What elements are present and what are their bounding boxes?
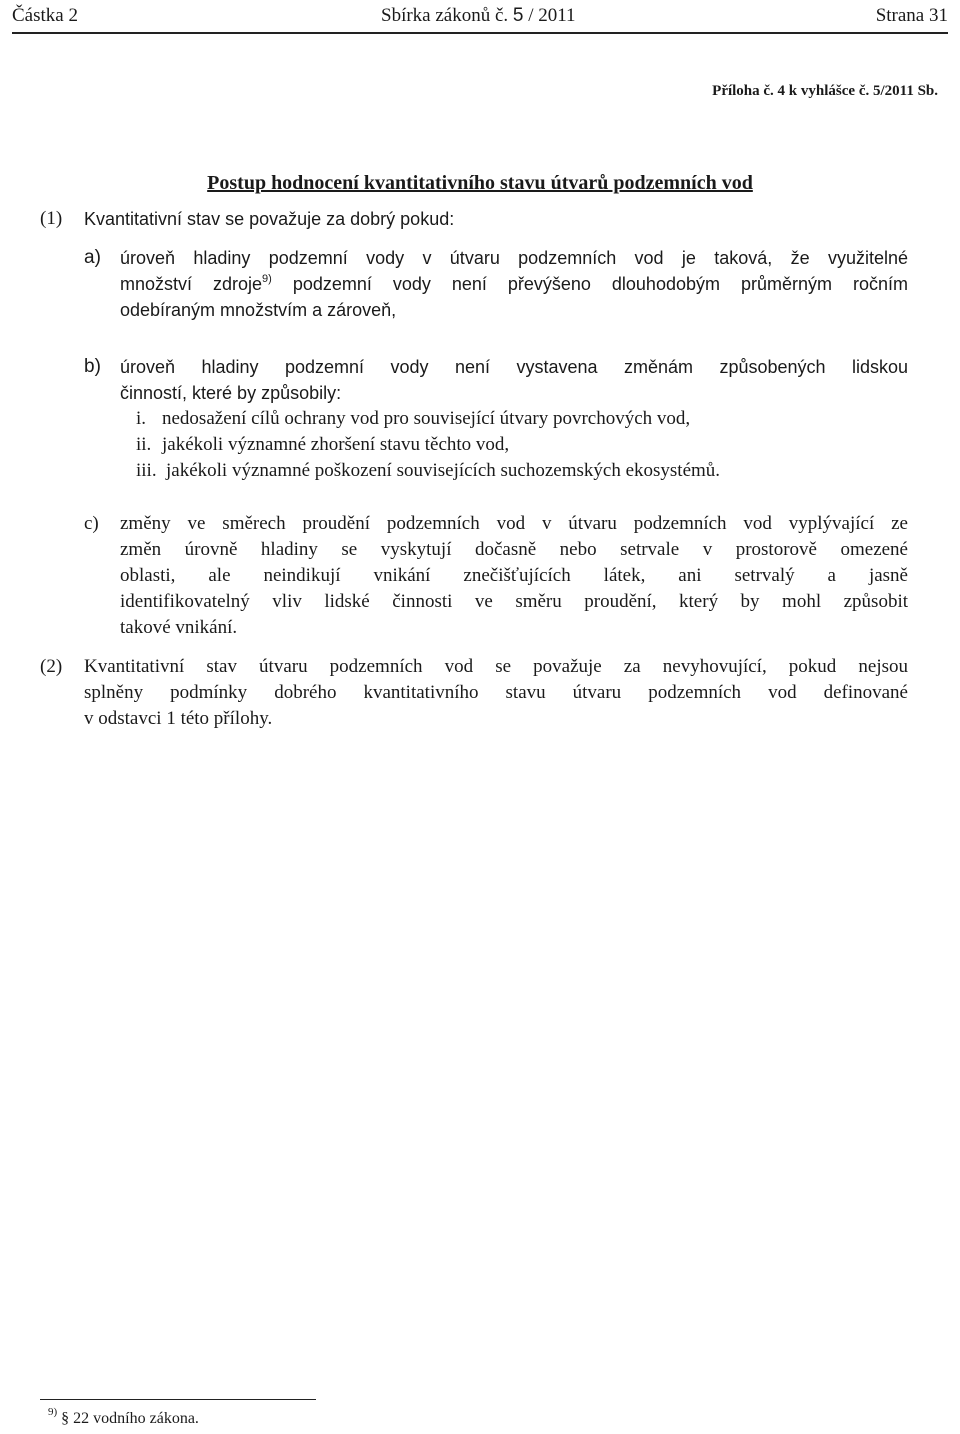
item-b-i-label: i. xyxy=(136,408,147,429)
footnote-text: § 22 vodního zákona. xyxy=(61,1410,199,1427)
item-c-line2: změn úrovně hladiny se vyskytují dočasně nebo setrvale v prostorově omezené xyxy=(120,539,908,560)
annex-reference: Příloha č. 4 k vyhlášce č. 5/2011 Sb. xyxy=(712,83,938,99)
item-c-line1: změny ve směrech proudění podzemních vod v útvaru podzemních vod vyplývající ze xyxy=(120,513,908,534)
item-a-line1: úroveň hladiny podzemní vody v útvaru podzemních vod je taková, že využitelné xyxy=(120,248,908,268)
section2-line2: splněny podmínky dobrého kvantitativního stavu útvaru podzemních vod definované xyxy=(84,682,908,703)
item-a-line2-pre: množství zdroje xyxy=(120,274,263,294)
item-a-line3: odebíraným množstvím a zároveň, xyxy=(120,300,397,320)
section1-number: (1) xyxy=(40,208,63,229)
item-b-label: b) xyxy=(84,356,101,377)
item-c-line4: identifikovatelný vliv lidské činnosti ve směru proudění, který by mohl způsobit xyxy=(120,591,908,612)
header-collection-year: / 2011 xyxy=(528,5,576,26)
item-b-ii-text: jakékoli významné zhoršení stavu těchto vod, xyxy=(162,434,510,455)
footnote-mark: 9) xyxy=(48,1406,58,1418)
header-collection-number: 5 xyxy=(512,5,524,26)
item-b-line1: úroveň hladiny podzemní vody není vystavena změnám způsobených lidskou xyxy=(120,357,908,377)
footnote xyxy=(48,1406,199,1428)
section2-line3: v odstavci 1 této přílohy. xyxy=(84,708,273,729)
item-a-line2 xyxy=(120,271,908,297)
header-collection xyxy=(381,5,576,27)
item-c-label: c) xyxy=(84,513,99,534)
section2-line1: Kvantitativní stav útvaru podzemních vod se považuje za nevyhovující, pokud nejsou xyxy=(84,656,908,677)
footnote-ref-9: 9) xyxy=(262,273,272,285)
item-c-line5: takové vnikání. xyxy=(120,617,238,638)
header-collection-prefix: Sbírka zákonů č. xyxy=(381,5,509,26)
item-a-line2-post: podzemní vody není převýšeno dlouhodobým průměrným ročním xyxy=(292,274,908,294)
item-b-ii-label: ii. xyxy=(136,434,152,455)
section1-text: Kvantitativní stav se považuje za dobrý pokud: xyxy=(84,209,455,229)
page-header xyxy=(12,0,948,34)
document-title: Postup hodnocení kvantitativního stavu útvarů podzemních vod xyxy=(207,172,753,194)
item-b-iii-label: iii. xyxy=(136,460,157,481)
header-page-number: Strana 31 xyxy=(875,5,948,26)
item-b-iii-text: jakékoli významné poškození souvisejících suchozemských ekosystémů. xyxy=(166,460,721,481)
section2-number: (2) xyxy=(40,656,63,677)
item-b-i-text: nedosažení cílů ochrany vod pro související útvary povrchových vod, xyxy=(162,408,691,429)
item-c-line3: oblasti, ale neindikují vnikání znečišťujících látek, ani setrvalý a jasně xyxy=(120,565,908,586)
header-issue: Částka 2 xyxy=(12,5,78,26)
footnote-divider xyxy=(40,1399,316,1400)
item-b-line2: činností, které by způsobily: xyxy=(120,383,342,403)
item-a-label: a) xyxy=(84,247,101,268)
